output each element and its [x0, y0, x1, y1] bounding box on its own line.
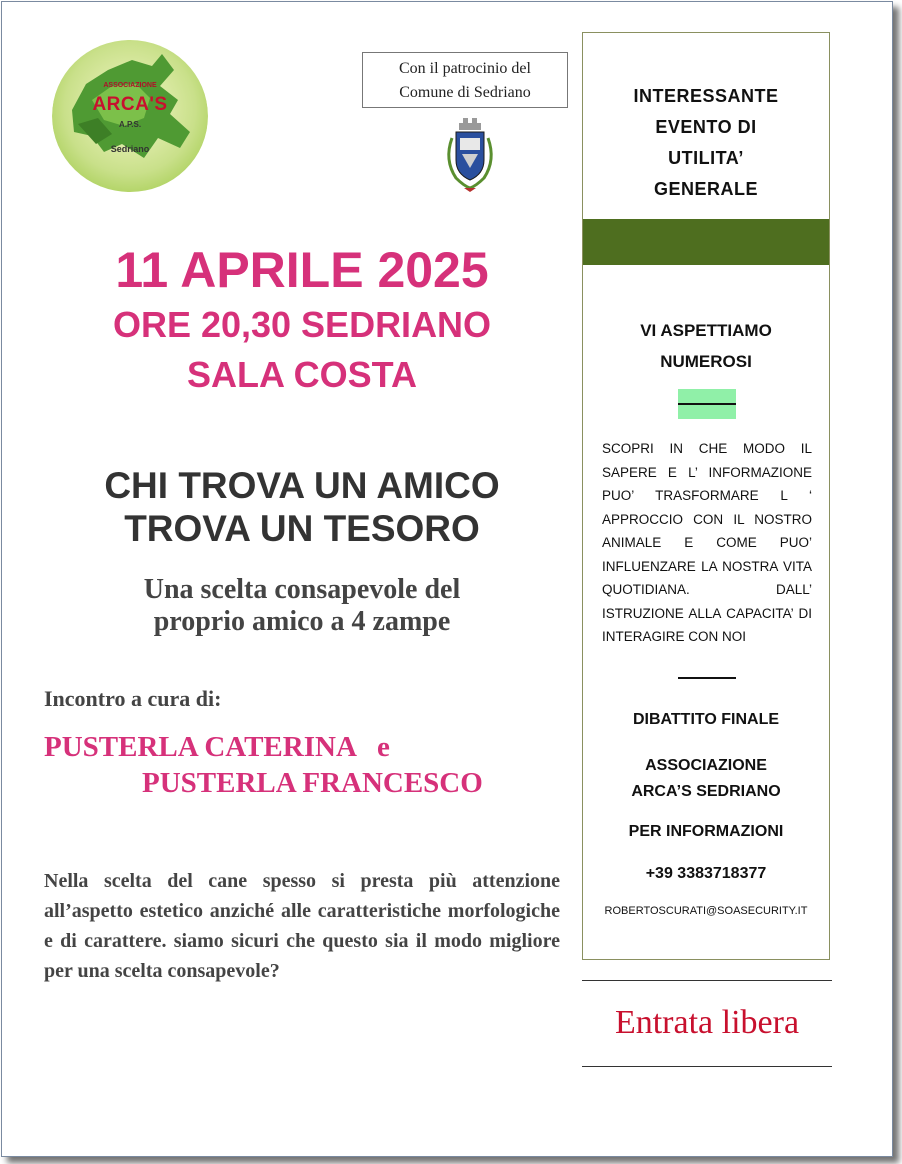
logo-name: ARCA'S	[92, 94, 168, 115]
subtitle	[42, 574, 562, 638]
sidebar-association	[583, 753, 829, 805]
sidebar-email[interactable]: ROBERTOSCURATI@SOASECURITY.IT	[604, 905, 808, 917]
sidebar-wait-line: VI ASPETTIAMO	[640, 321, 772, 340]
speakers-label: Incontro a cura di:	[44, 686, 222, 711]
subtitle-line2: proprio amico a 4 zampe	[153, 606, 451, 637]
sidebar-association-line: ASSOCIAZIONE	[645, 757, 767, 774]
patronage-box	[362, 52, 568, 108]
sidebar-heading-line: GENERALE	[653, 179, 758, 199]
municipality-crest-icon	[442, 116, 498, 194]
event-venue: SALA COSTA	[187, 354, 417, 395]
entry-bottom-rule	[582, 1066, 832, 1067]
event-time-place: ORE 20,30 SEDRIANO	[112, 304, 492, 345]
headline-line1: CHI TROVA UN AMICO	[104, 465, 500, 506]
patronage-line2: Comune di Sedriano	[399, 84, 531, 101]
logo-town: Sedriano	[110, 144, 150, 154]
sidebar-association-line: ARCA’S SEDRIANO	[631, 783, 781, 800]
sidebar-description: SCOPRI IN CHE MODO IL SAPERE E L’ INFORMAZIONE PUO’ TRASFORMARE L ‘ APPROCCIO CON IL NOSTRO ANIMALE E COME PUO’ INFLUENZARE LA NOSTRA VITA QUOTIDIANA. DALL’ ISTRUZIONE ALLA CAPACITA’ DI INTERAGIRE CON NOI	[602, 441, 812, 644]
sidebar-heading-line: INTERESSANTE	[633, 86, 779, 106]
sidebar-info-label: PER INFORMAZIONI	[628, 823, 784, 840]
sidebar-green-divider	[678, 389, 736, 419]
entry-free: Entrata libera	[614, 1004, 800, 1041]
subtitle-line1: Una scelta consapevole del	[143, 574, 461, 605]
logo-line1: ASSOCIAZIONE	[103, 82, 157, 89]
sidebar-olive-bar	[583, 219, 829, 265]
association-logo-icon	[52, 40, 208, 192]
patronage-line1: Con il patrocinio del	[399, 60, 531, 77]
entry-top-rule	[582, 980, 832, 981]
event-date: 11 APRILE 2025	[115, 242, 489, 298]
sidebar-divider	[678, 677, 736, 679]
logo-line3: A.P.S.	[118, 120, 142, 129]
description-paragraph: Nella scelta del cane spesso si presta più attenzione all’aspetto estetico anziché alle caratteristiche morfologiche e di carattere. siamo sicuri che questo sia il modo migliore per una scelta consapevole?	[44, 870, 560, 982]
sidebar-heading-line: EVENTO DI	[655, 117, 757, 137]
speaker-line1: PUSTERLA CATERINA e	[44, 731, 390, 763]
poster-page	[1, 1, 893, 1157]
info-sidebar	[582, 32, 830, 960]
sidebar-wait-line: NUMEROSI	[660, 352, 752, 371]
headline-line2: TROVA UN TESORO	[124, 508, 480, 549]
speaker-line2: PUSTERLA FRANCESCO	[142, 767, 483, 799]
sidebar-heading	[583, 81, 829, 205]
sidebar-wait	[583, 315, 829, 377]
headline	[42, 464, 562, 550]
sidebar-debate: DIBATTITO FINALE	[632, 711, 780, 728]
sidebar-phone[interactable]: +39 3383718377	[645, 865, 767, 882]
sidebar-heading-line: UTILITA’	[668, 148, 744, 168]
